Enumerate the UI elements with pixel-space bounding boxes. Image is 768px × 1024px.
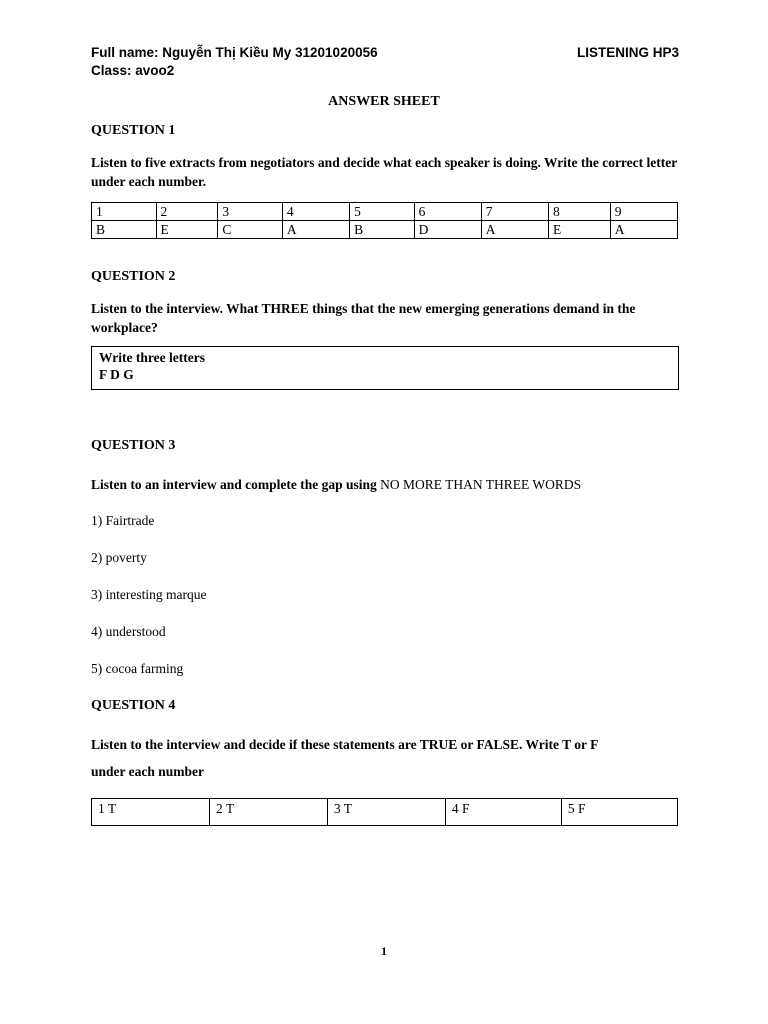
number-cell: 3 [218,203,283,221]
number-cell: 2 [156,203,218,221]
gap-answer: 2) poverty [91,550,147,565]
answer-cell: D [414,221,481,239]
answer-box-value: F D G [99,367,134,382]
student-name: Full name: Nguyễn Thị Kiều My 31201020056 [91,45,378,60]
tf-cell: 4 F [445,799,561,826]
answer-cell: B [350,221,415,239]
word-limit: NO MORE THAN THREE WORDS [380,477,582,492]
answer-cell: A [610,221,677,239]
tf-row [92,799,678,826]
document-header [91,44,679,80]
number-cell: 5 [350,203,415,221]
tf-cell: 2 T [209,799,327,826]
gap-answer: 4) understood [91,624,166,639]
page-number: 1 [381,944,387,958]
answer-box-label: Write three letters [99,350,205,365]
question-1-instruction: Listen to five extracts from negotiators and decide what each speaker is doing. Write the correct letter under each number. [91,155,678,189]
number-cell: 1 [92,203,157,221]
question-2-instruction: Listen to the interview. What THREE things that the new emerging generations demand in the workplace? [91,301,636,335]
course-code: LISTENING HP3 [576,45,679,60]
answer-cell: E [548,221,610,239]
page-title: ANSWER SHEET [328,94,440,109]
question-2-answer-box [91,346,679,390]
number-cell: 9 [610,203,677,221]
question-3-instruction [91,475,681,494]
question-4-answer-table [91,798,678,826]
answer-cell: B [92,221,157,239]
instruction-text: Listen to an interview and complete the gap using [91,477,381,492]
tf-cell: 1 T [92,799,210,826]
number-cell: 4 [282,203,349,221]
question-4-instruction: Listen to the interview and decide if these statements are TRUE or FALSE. Write T or F [91,737,599,752]
gap-answer: 1) Fairtrade [91,513,155,528]
question-4-heading: QUESTION 4 [91,698,176,713]
answer-cell: E [156,221,218,239]
question-1-table-wrap [91,202,678,239]
answer-row [92,221,678,239]
number-cell: 6 [414,203,481,221]
question-1-answer-table [91,202,678,239]
question-2-heading: QUESTION 2 [91,269,176,284]
question-4-instruction-cont: under each number [91,764,205,779]
gap-answer: 5) cocoa farming [91,661,184,676]
number-cell: 8 [548,203,610,221]
gap-answer: 3) interesting marque [91,587,207,602]
class-line: Class: avoo2 [91,63,175,78]
question-4-table-wrap [91,798,678,826]
number-cell: 7 [481,203,548,221]
answer-cell: A [481,221,548,239]
tf-cell: 3 T [327,799,445,826]
question-3-heading: QUESTION 3 [91,438,176,453]
number-row [92,203,678,221]
answer-cell: A [282,221,349,239]
question-1-heading: QUESTION 1 [91,123,176,138]
tf-cell: 5 F [561,799,677,826]
answer-cell: C [218,221,283,239]
